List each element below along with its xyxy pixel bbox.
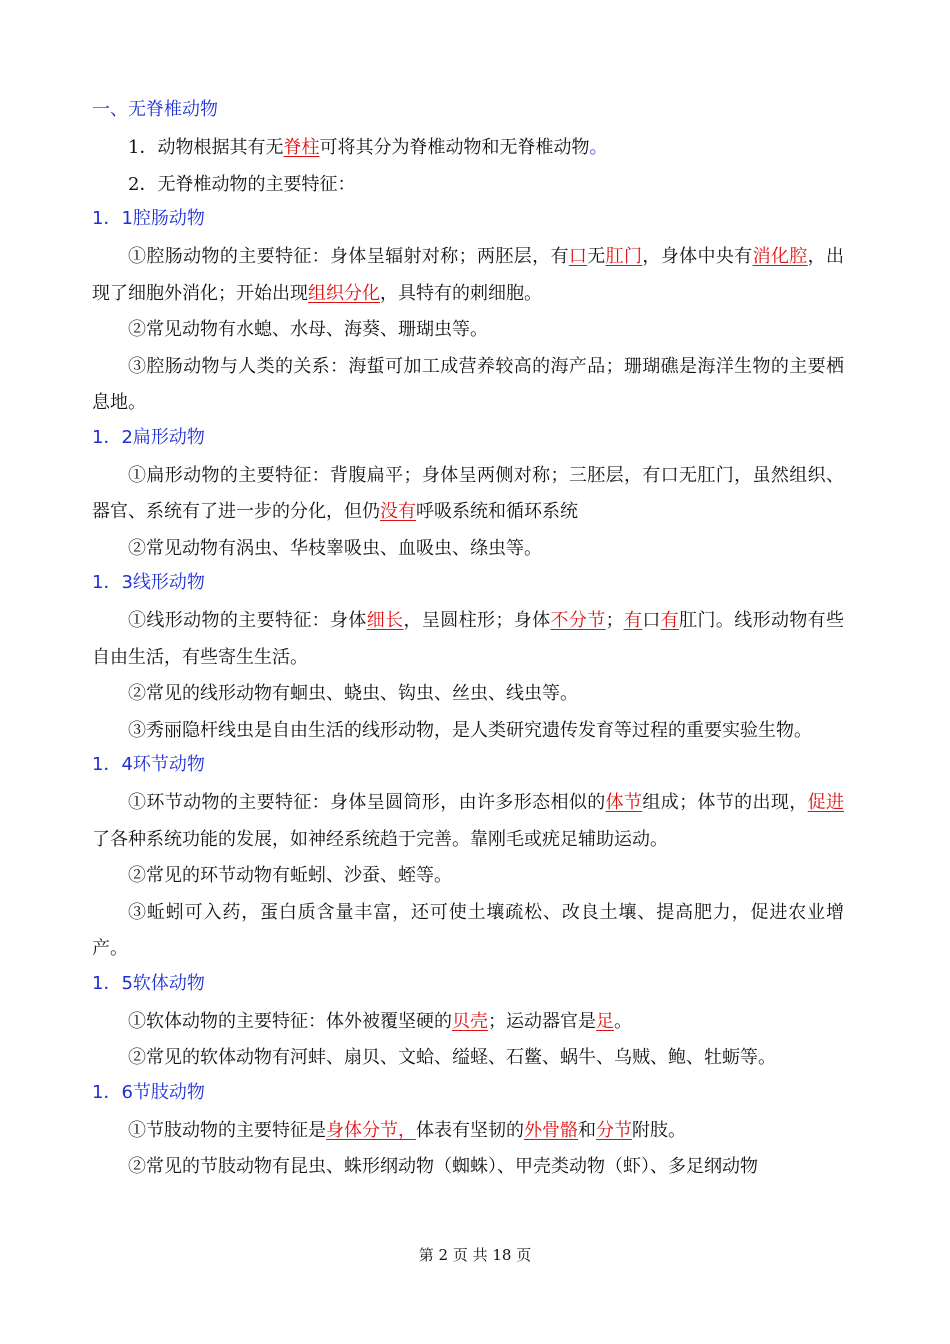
subsection-heading: 1．6节肢动物 — [92, 1081, 205, 1103]
highlighted-term: 足 — [596, 1010, 614, 1032]
section-title: 一、无脊椎动物 — [92, 99, 218, 120]
paragraph — [92, 312, 844, 349]
highlighted-term: 分节 — [596, 1119, 632, 1141]
subsection — [92, 203, 844, 422]
paragraph — [92, 239, 844, 312]
paragraph — [92, 858, 844, 895]
intro-block — [92, 130, 844, 203]
highlighted-term: 促进 — [807, 792, 845, 813]
subsection — [92, 567, 844, 749]
text-run: ③蚯蚓可入药，蛋白质含量丰富，还可使土壤疏松、改良土壤、提高肥力，促进农业增产。 — [92, 901, 844, 959]
text-run: 组成；体节的出现， — [642, 792, 808, 813]
paragraph — [92, 895, 844, 968]
text-run: ①腔肠动物的主要特征：身体呈辐射对称；两胚层，有 — [128, 246, 569, 267]
text-run: ，具特有的刺细胞。 — [380, 282, 542, 304]
text-run: 和 — [578, 1119, 596, 1141]
highlighted-term: 脊柱 — [283, 137, 320, 158]
text-run: 呼吸系统和循环系统 — [416, 501, 578, 522]
text-run: ，出现了细胞外消化；开始出现 — [92, 246, 845, 304]
text-run: ②常见的线形动物有蛔虫、蛲虫、钩虫、丝虫、线虫等。 — [128, 683, 578, 704]
text-run: 体表有坚韧的 — [416, 1119, 524, 1141]
highlighted-term: 口 — [568, 246, 588, 267]
text-run: 无 — [587, 246, 606, 267]
document-body — [92, 94, 844, 1186]
subsection-heading: 1．1腔肠动物 — [92, 208, 205, 229]
subsection-heading: 1．4环节动物 — [92, 754, 205, 775]
subsection — [92, 1077, 844, 1186]
text-run: 1．动物根据其有无 — [128, 137, 284, 158]
paragraph — [92, 531, 844, 568]
text-run: ①扁形动物的主要特征：背腹扁平；身体呈两侧对称；三胚层，有口无肛门，虽然组织、器官、系统有了进一步的分化，但仍 — [92, 464, 844, 522]
highlighted-term: 贝壳 — [452, 1010, 488, 1032]
text-run: ③腔肠动物与人类的关系：海蜇可加工成营养较高的海产品；珊瑚礁是海洋生物的主要栖息地。 — [92, 355, 844, 413]
highlighted-term: 细长 — [366, 610, 404, 631]
text-run: 可将其分为脊椎动物和无脊椎动物 — [319, 137, 590, 158]
subsection — [92, 968, 844, 1077]
highlighted-term: 身体分节， — [326, 1119, 416, 1141]
text-run: 口 — [642, 610, 661, 631]
paragraph — [92, 603, 844, 676]
text-run: ③秀丽隐杆线虫是自由生活的线形动物，是人类研究遗传发育等过程的重要实验生物。 — [128, 719, 812, 741]
text-run: 。 — [614, 1010, 632, 1032]
paragraph — [92, 458, 844, 531]
highlighted-term: 体节 — [605, 792, 643, 813]
text-run: ②常见动物有涡虫、华枝睾吸虫、血吸虫、绦虫等。 — [128, 537, 542, 559]
paragraph — [92, 713, 844, 750]
paragraph — [92, 1113, 844, 1150]
text-run: ①环节动物的主要特征：身体呈圆筒形，由许多形态相似的 — [128, 792, 606, 813]
text-run: 肛门。线形动物有些自由生活，有些寄生生活。 — [92, 610, 845, 668]
text-run: ②常见动物有水螅、水母、海葵、珊瑚虫等。 — [128, 319, 488, 340]
paragraph — [92, 1040, 844, 1077]
text-run: ②常见的环节动物有蚯蚓、沙蚕、蛭等。 — [128, 865, 452, 886]
paragraph — [92, 130, 844, 167]
highlighted-term: 肛门 — [605, 246, 643, 267]
highlighted-term: 有 — [660, 610, 680, 631]
text-run: 附肢。 — [632, 1119, 686, 1141]
text-run: ②常见的软体动物有河蚌、扇贝、文蛤、缢蛏、石鳖、蜗牛、乌贼、鲍、牡蛎等。 — [128, 1047, 776, 1068]
sections-container — [92, 203, 844, 1186]
highlighted-term: 外骨骼 — [524, 1119, 578, 1141]
highlighted-term: 组织分化 — [308, 282, 380, 304]
subsection-heading: 1．5软体动物 — [92, 972, 205, 994]
paragraph — [92, 1004, 844, 1041]
text-run: ； — [605, 610, 624, 631]
text-run: ，身体中央有 — [642, 246, 753, 267]
subsection-heading: 1．2扁形动物 — [92, 426, 205, 448]
text-run: ①线形动物的主要特征：身体 — [128, 610, 367, 631]
paragraph — [92, 785, 844, 858]
subsection-heading: 1．3线形动物 — [92, 572, 205, 593]
highlighted-term: 没有 — [380, 501, 416, 522]
paragraph — [92, 676, 844, 713]
page-footer: 第 2 页 共 18 页 — [418, 1246, 532, 1264]
text-run: ②常见的节肢动物有昆虫、蛛形纲动物（蜘蛛）、甲壳类动物（虾）、多足纲动物 — [128, 1156, 758, 1177]
paragraph — [92, 167, 844, 204]
text-run: ①节肢动物的主要特征是 — [128, 1119, 326, 1141]
paragraph — [92, 1149, 844, 1186]
text-run: ①软体动物的主要特征：体外被覆坚硬的 — [128, 1010, 452, 1032]
highlighted-term: 不分节 — [550, 610, 606, 631]
highlighted-term: 消化腔 — [752, 246, 808, 267]
text-run: ；运动器官是 — [488, 1010, 596, 1032]
highlighted-term: 有 — [623, 610, 643, 631]
text-run: ，呈圆柱形；身体 — [403, 610, 551, 631]
subsection — [92, 422, 844, 568]
text-run: 了各种系统功能的发展，如神经系统趋于完善。靠刚毛或疣足辅助运动。 — [92, 828, 668, 850]
text-run: 2．无脊椎动物的主要特征： — [128, 173, 356, 195]
paragraph — [92, 349, 844, 422]
text-run: 。 — [589, 137, 608, 158]
subsection — [92, 749, 844, 968]
